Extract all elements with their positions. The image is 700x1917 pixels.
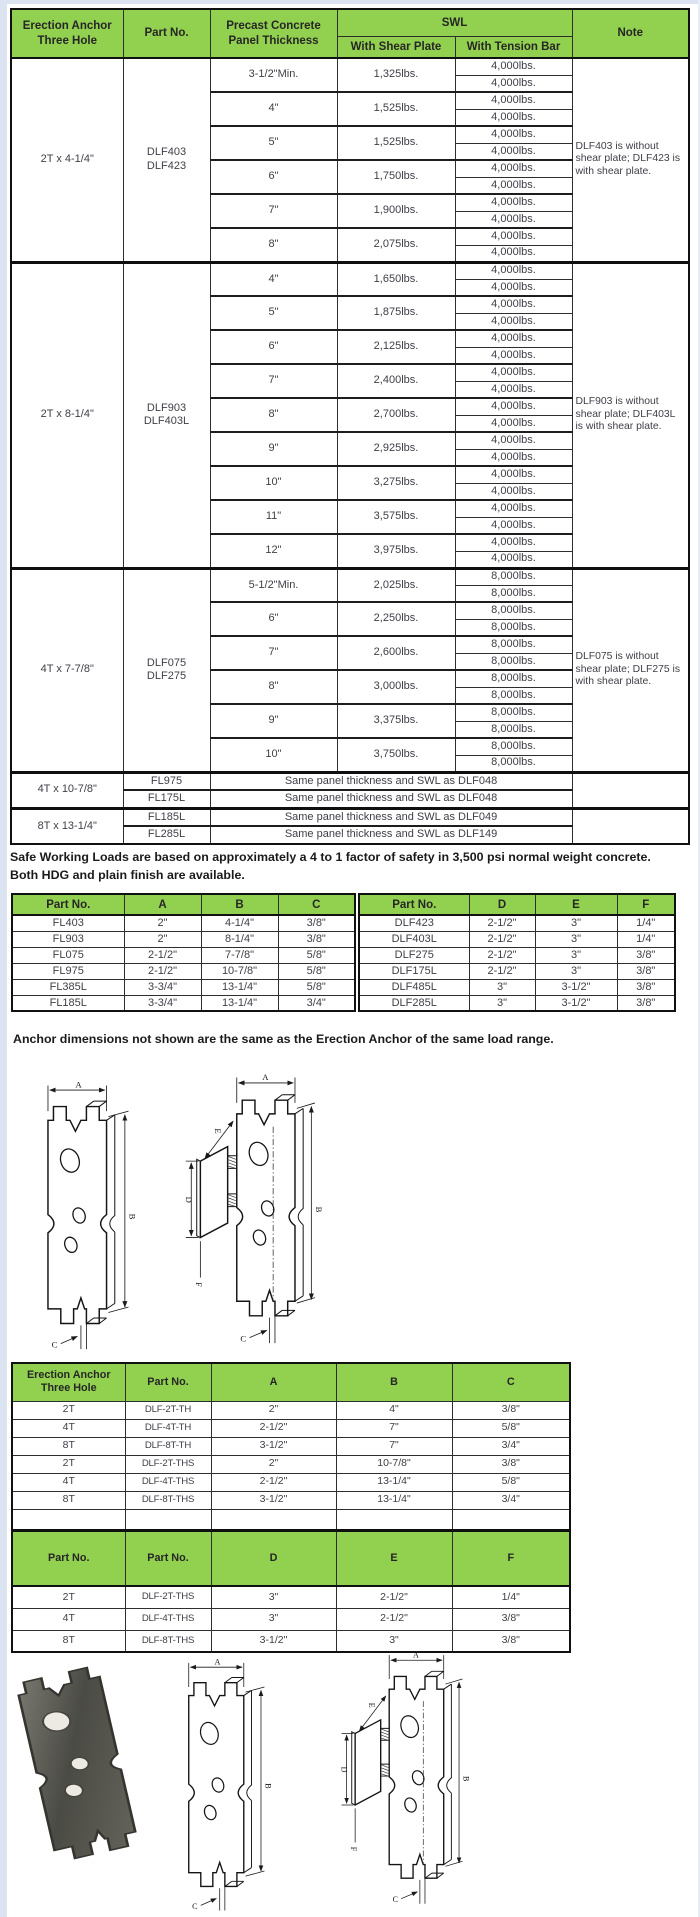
column-header: A — [211, 1363, 336, 1401]
tension-swl-cell: 4,000lbs. — [455, 432, 572, 449]
tension-swl-cell: 4,000lbs. — [455, 398, 572, 415]
anchor-photo-plate — [16, 1665, 138, 1862]
shear-swl-cell: 2,925lbs. — [337, 432, 455, 466]
cell: 2-1/2" — [469, 931, 535, 947]
column-header: C — [278, 894, 355, 915]
anchor-range-cell: 4T x 10-7/8" — [11, 772, 123, 808]
cell: 3" — [535, 947, 617, 963]
shear-swl-cell: 1,525lbs. — [337, 126, 455, 160]
column-header: B — [201, 894, 278, 915]
dimension-table-abc — [11, 893, 356, 1012]
tension-swl-cell: 4,000lbs. — [455, 126, 572, 143]
tension-swl-cell: 4,000lbs. — [455, 330, 572, 347]
shear-swl-cell: 3,750lbs. — [337, 738, 455, 772]
header-anchor: Erection Anchor Three Hole — [11, 9, 123, 58]
table-row — [12, 1630, 570, 1652]
cell: DLF175L — [359, 963, 469, 979]
thickness-cell: 10" — [210, 466, 337, 500]
column-header: Part No. — [359, 894, 469, 915]
header-with-tension-bar: With Tension Bar — [455, 36, 572, 58]
header-row — [12, 1530, 570, 1586]
shear-swl-cell: 1,650lbs. — [337, 262, 455, 296]
tension-swl-cell: 8,000lbs. — [455, 585, 572, 602]
table-row — [12, 1401, 570, 1419]
shear-swl-cell: 1,750lbs. — [337, 160, 455, 194]
table-row — [12, 1586, 570, 1608]
anchor-line-drawing-plain-bottom — [168, 1656, 280, 1914]
cell: 3" — [469, 995, 535, 1011]
tension-swl-cell: 8,000lbs. — [455, 670, 572, 687]
cell: 5/8" — [278, 947, 355, 963]
cell: DLF403L — [359, 931, 469, 947]
table-row — [12, 1473, 570, 1491]
thickness-cell: 6" — [210, 160, 337, 194]
cell: 3/4" — [452, 1437, 570, 1455]
header-row — [12, 894, 355, 915]
swl-footnote-line2: Both HDG and plain finish are available. — [10, 867, 245, 882]
thickness-cell: 10" — [210, 738, 337, 772]
shear-swl-cell: 3,375lbs. — [337, 704, 455, 738]
tension-swl-cell: 4,000lbs. — [455, 194, 572, 211]
thickness-cell: 9" — [210, 704, 337, 738]
table-row — [11, 772, 689, 790]
tension-swl-cell: 8,000lbs. — [455, 568, 572, 585]
scan-edge-left — [0, 0, 7, 1917]
tension-swl-cell: 4,000lbs. — [455, 551, 572, 568]
table-row — [359, 995, 675, 1011]
cell: 3" — [535, 931, 617, 947]
tension-swl-cell: 4,000lbs. — [455, 415, 572, 432]
swl-footnote — [10, 849, 696, 885]
table-row — [12, 931, 355, 947]
part-no-cell: FL185L — [123, 808, 210, 826]
swl-footnote-line1: Safe Working Loads are based on approximately a 4 to 1 factor of safety in 3,500 psi normal weight concrete. — [10, 850, 651, 864]
header-part-no: Part No. — [123, 9, 210, 58]
table-row — [12, 947, 355, 963]
shear-swl-cell: 1,875lbs. — [337, 296, 455, 330]
cell: 13-1/4" — [336, 1473, 452, 1491]
empty-row — [12, 1509, 570, 1530]
table-row — [12, 915, 355, 931]
dimension-note: Anchor dimensions not shown are the same as the Erection Anchor of the same load range. — [13, 1032, 554, 1046]
note-cell — [572, 808, 689, 844]
column-header: A — [124, 894, 201, 915]
cell: 3-1/2" — [211, 1437, 336, 1455]
cell: 2-1/2" — [469, 915, 535, 931]
cell: DLF-8T-THS — [125, 1491, 211, 1509]
cell: 3-1/2" — [535, 995, 617, 1011]
column-header: E — [535, 894, 617, 915]
cell: 3" — [535, 963, 617, 979]
cell: 4-1/4" — [201, 915, 278, 931]
cell: 8T — [12, 1437, 125, 1455]
tension-swl-cell: 8,000lbs. — [455, 755, 572, 772]
table-row — [12, 1419, 570, 1437]
anchor-range-cell: 8T x 13-1/4" — [11, 808, 123, 844]
cell: DLF-8T-TH — [125, 1437, 211, 1455]
tension-swl-cell: 4,000lbs. — [455, 347, 572, 364]
cell: 10-7/8" — [201, 963, 278, 979]
anchor-range-cell: 4T x 7-7/8" — [11, 568, 123, 772]
thickness-cell: 5-1/2"Min. — [210, 568, 337, 602]
shear-swl-cell: 2,700lbs. — [337, 398, 455, 432]
cell: 2-1/2" — [124, 947, 201, 963]
cell: 7-7/8" — [201, 947, 278, 963]
table-row — [359, 931, 675, 947]
part-no-cell: FL975 — [123, 772, 210, 790]
cell: 7" — [336, 1437, 452, 1455]
shear-swl-cell: 1,325lbs. — [337, 58, 455, 92]
shear-swl-cell: 3,575lbs. — [337, 500, 455, 534]
thickness-cell: 6" — [210, 602, 337, 636]
part-no-cell: DLF075 DLF275 — [123, 568, 210, 772]
table-row — [12, 1491, 570, 1509]
column-header: F — [617, 894, 675, 915]
same-as-cell: Same panel thickness and SWL as DLF049 — [210, 808, 572, 826]
tension-swl-cell: 4,000lbs. — [455, 109, 572, 126]
cell: 8-1/4" — [201, 931, 278, 947]
thickness-cell: 8" — [210, 670, 337, 704]
anchor-range-cell: 2T x 4-1/4" — [11, 58, 123, 262]
tension-swl-cell: 4,000lbs. — [455, 92, 572, 109]
cell: 2T — [12, 1455, 125, 1473]
table-row — [11, 568, 689, 585]
cell: FL903 — [12, 931, 124, 947]
note-cell — [572, 772, 689, 808]
tension-swl-cell: 8,000lbs. — [455, 602, 572, 619]
thickness-cell: 4" — [210, 262, 337, 296]
dimension-table-def — [358, 893, 676, 1012]
column-header: Part No. — [12, 1530, 125, 1586]
cell: FL403 — [12, 915, 124, 931]
empty-cell — [336, 1509, 452, 1530]
cell: 3/8" — [617, 979, 675, 995]
header-row — [359, 894, 675, 915]
cell: DLF275 — [359, 947, 469, 963]
empty-cell — [452, 1509, 570, 1530]
cell: 8T — [12, 1630, 125, 1652]
cell: 1/4" — [452, 1586, 570, 1608]
anchor-line-drawing-with-shear-plate-bottom — [338, 1650, 483, 1914]
empty-cell — [125, 1509, 211, 1530]
three-hole-anchor-table — [11, 1362, 571, 1653]
cell: 2" — [124, 915, 201, 931]
tension-swl-cell: 8,000lbs. — [455, 738, 572, 755]
part-no-cell: DLF903 DLF403L — [123, 262, 210, 568]
cell: 2" — [211, 1401, 336, 1419]
cell: 3" — [211, 1586, 336, 1608]
cell: 3/8" — [617, 995, 675, 1011]
cell: 3" — [469, 979, 535, 995]
tension-swl-cell: 4,000lbs. — [455, 500, 572, 517]
thickness-cell: 3-1/2"Min. — [210, 58, 337, 92]
tension-swl-cell: 4,000lbs. — [455, 364, 572, 381]
table-row — [12, 995, 355, 1011]
tension-swl-cell: 4,000lbs. — [455, 313, 572, 330]
cell: FL975 — [12, 963, 124, 979]
table-row — [12, 1437, 570, 1455]
shear-swl-cell: 2,250lbs. — [337, 602, 455, 636]
same-as-cell: Same panel thickness and SWL as DLF048 — [210, 790, 572, 808]
anchor-range-cell: 2T x 8-1/4" — [11, 262, 123, 568]
cell: 1/4" — [617, 915, 675, 931]
shear-swl-cell: 2,400lbs. — [337, 364, 455, 398]
part-no-cell: FL285L — [123, 826, 210, 844]
column-header: B — [336, 1363, 452, 1401]
cell: DLF-8T-THS — [125, 1630, 211, 1652]
cell: 3-1/2" — [535, 979, 617, 995]
cell: 3/8" — [278, 931, 355, 947]
tension-swl-cell: 4,000lbs. — [455, 279, 572, 296]
header-with-shear-plate: With Shear Plate — [337, 36, 455, 58]
cell: 10-7/8" — [336, 1455, 452, 1473]
cell: 2T — [12, 1586, 125, 1608]
cell: 5/8" — [278, 979, 355, 995]
cell: 3/4" — [452, 1491, 570, 1509]
cell: 2-1/2" — [469, 963, 535, 979]
table-row — [11, 808, 689, 826]
tension-swl-cell: 8,000lbs. — [455, 619, 572, 636]
cell: DLF485L — [359, 979, 469, 995]
table-row — [359, 979, 675, 995]
part-no-cell: DLF403 DLF423 — [123, 58, 210, 262]
table-row — [11, 262, 689, 279]
header-row — [12, 1363, 570, 1401]
table-row — [12, 963, 355, 979]
cell: 3-1/2" — [211, 1491, 336, 1509]
swl-table — [10, 8, 690, 845]
cell: 2-1/2" — [469, 947, 535, 963]
cell: DLF-2T-TH — [125, 1401, 211, 1419]
tension-swl-cell: 8,000lbs. — [455, 653, 572, 670]
cell: 3/8" — [617, 963, 675, 979]
column-header: C — [452, 1363, 570, 1401]
cell: 3/4" — [278, 995, 355, 1011]
cell: DLF-4T-THS — [125, 1608, 211, 1630]
note-cell: DLF403 is without shear plate; DLF423 is with shear plate. — [572, 58, 689, 262]
cell: FL185L — [12, 995, 124, 1011]
tension-swl-cell: 4,000lbs. — [455, 483, 572, 500]
thickness-cell: 5" — [210, 296, 337, 330]
column-header: F — [452, 1530, 570, 1586]
column-header: D — [211, 1530, 336, 1586]
column-header: Part No. — [125, 1530, 211, 1586]
column-header: D — [469, 894, 535, 915]
tension-swl-cell: 4,000lbs. — [455, 228, 572, 245]
cell: 13-1/4" — [336, 1491, 452, 1509]
cell: 2-1/2" — [336, 1586, 452, 1608]
thickness-cell: 7" — [210, 194, 337, 228]
cell: 3/8" — [452, 1401, 570, 1419]
cell: 1/4" — [617, 931, 675, 947]
shear-swl-cell: 2,025lbs. — [337, 568, 455, 602]
tension-swl-cell: 4,000lbs. — [455, 534, 572, 551]
same-as-cell: Same panel thickness and SWL as DLF149 — [210, 826, 572, 844]
thickness-cell: 4" — [210, 92, 337, 126]
cell: 13-1/4" — [201, 979, 278, 995]
shear-swl-cell: 2,125lbs. — [337, 330, 455, 364]
column-header: E — [336, 1530, 452, 1586]
cell: 7" — [336, 1419, 452, 1437]
column-header: Part No. — [125, 1363, 211, 1401]
column-header: Erection Anchor Three Hole — [12, 1363, 125, 1401]
tension-swl-cell: 4,000lbs. — [455, 517, 572, 534]
cell: 3/8" — [452, 1630, 570, 1652]
tension-swl-cell: 4,000lbs. — [455, 58, 572, 75]
cell: 5/8" — [452, 1419, 570, 1437]
table-row — [12, 979, 355, 995]
cell: DLF-4T-THS — [125, 1473, 211, 1491]
tension-swl-cell: 4,000lbs. — [455, 449, 572, 466]
anchor-photo — [14, 1662, 140, 1865]
shear-swl-cell: 2,075lbs. — [337, 228, 455, 262]
cell: 2-1/2" — [211, 1473, 336, 1491]
tension-swl-cell: 8,000lbs. — [455, 721, 572, 738]
anchor-line-drawing-plain — [26, 1078, 145, 1353]
same-as-cell: Same panel thickness and SWL as DLF048 — [210, 772, 572, 790]
thickness-cell: 8" — [210, 228, 337, 262]
table-row — [359, 963, 675, 979]
thickness-cell: 7" — [210, 636, 337, 670]
tension-swl-cell: 4,000lbs. — [455, 143, 572, 160]
shear-swl-cell: 1,525lbs. — [337, 92, 455, 126]
cell: 3/8" — [452, 1608, 570, 1630]
thickness-cell: 11" — [210, 500, 337, 534]
cell: FL075 — [12, 947, 124, 963]
tension-swl-cell: 4,000lbs. — [455, 177, 572, 194]
cell: 3" — [336, 1630, 452, 1652]
cell: 2" — [124, 931, 201, 947]
cell: 2-1/2" — [124, 963, 201, 979]
cell: DLF-4T-TH — [125, 1419, 211, 1437]
note-cell: DLF075 is without shear plate; DLF275 is with shear plate. — [572, 568, 689, 772]
cell: FL385L — [12, 979, 124, 995]
anchor-line-drawing-with-shear-plate — [182, 1072, 337, 1354]
tension-swl-cell: 4,000lbs. — [455, 381, 572, 398]
empty-cell — [211, 1509, 336, 1530]
cell: 3" — [211, 1608, 336, 1630]
thickness-cell: 9" — [210, 432, 337, 466]
cell: 4T — [12, 1608, 125, 1630]
cell: 3-1/2" — [211, 1630, 336, 1652]
header-note: Note — [572, 9, 689, 58]
cell: DLF285L — [359, 995, 469, 1011]
empty-cell — [12, 1509, 125, 1530]
tension-swl-cell: 8,000lbs. — [455, 636, 572, 653]
thickness-cell: 7" — [210, 364, 337, 398]
cell: 2T — [12, 1401, 125, 1419]
tension-swl-cell: 8,000lbs. — [455, 687, 572, 704]
cell: 3-3/4" — [124, 995, 201, 1011]
thickness-cell: 8" — [210, 398, 337, 432]
cell: 3" — [535, 915, 617, 931]
table-row — [12, 1608, 570, 1630]
tension-swl-cell: 4,000lbs. — [455, 262, 572, 279]
cell: 13-1/4" — [201, 995, 278, 1011]
shear-swl-cell: 3,975lbs. — [337, 534, 455, 568]
tension-swl-cell: 4,000lbs. — [455, 466, 572, 483]
cell: DLF423 — [359, 915, 469, 931]
table-row — [12, 1455, 570, 1473]
shear-swl-cell: 3,275lbs. — [337, 466, 455, 500]
cell: 5/8" — [452, 1473, 570, 1491]
cell: DLF-2T-THS — [125, 1455, 211, 1473]
table-row — [11, 58, 689, 75]
tension-swl-cell: 4,000lbs. — [455, 75, 572, 92]
tension-swl-cell: 8,000lbs. — [455, 704, 572, 721]
cell: 3-3/4" — [124, 979, 201, 995]
tension-swl-cell: 4,000lbs. — [455, 160, 572, 177]
cell: 3/8" — [452, 1455, 570, 1473]
column-header: Part No. — [12, 894, 124, 915]
thickness-cell: 12" — [210, 534, 337, 568]
cell: 4" — [336, 1401, 452, 1419]
cell: DLF-2T-THS — [125, 1586, 211, 1608]
tension-swl-cell: 4,000lbs. — [455, 296, 572, 313]
cell: 2" — [211, 1455, 336, 1473]
cell: 2-1/2" — [336, 1608, 452, 1630]
cell: 4T — [12, 1419, 125, 1437]
tension-swl-cell: 4,000lbs. — [455, 245, 572, 262]
part-no-cell: FL175L — [123, 790, 210, 808]
cell: 2-1/2" — [211, 1419, 336, 1437]
note-cell: DLF903 is without shear plate; DLF403L is with shear plate. — [572, 262, 689, 568]
tension-swl-cell: 4,000lbs. — [455, 211, 572, 228]
cell: 4T — [12, 1473, 125, 1491]
header-swl: SWL — [337, 9, 572, 36]
shear-swl-cell: 2,600lbs. — [337, 636, 455, 670]
cell: 3/8" — [278, 915, 355, 931]
cell: 5/8" — [278, 963, 355, 979]
shear-swl-cell: 3,000lbs. — [337, 670, 455, 704]
cell: 3/8" — [617, 947, 675, 963]
header-row — [11, 9, 689, 36]
scan-edge-top — [0, 0, 700, 4]
shear-swl-cell: 1,900lbs. — [337, 194, 455, 228]
header-panel-thickness: Precast Concrete Panel Thickness — [210, 9, 337, 58]
table-row — [359, 915, 675, 931]
cell: 8T — [12, 1491, 125, 1509]
table-row — [359, 947, 675, 963]
thickness-cell: 6" — [210, 330, 337, 364]
thickness-cell: 5" — [210, 126, 337, 160]
